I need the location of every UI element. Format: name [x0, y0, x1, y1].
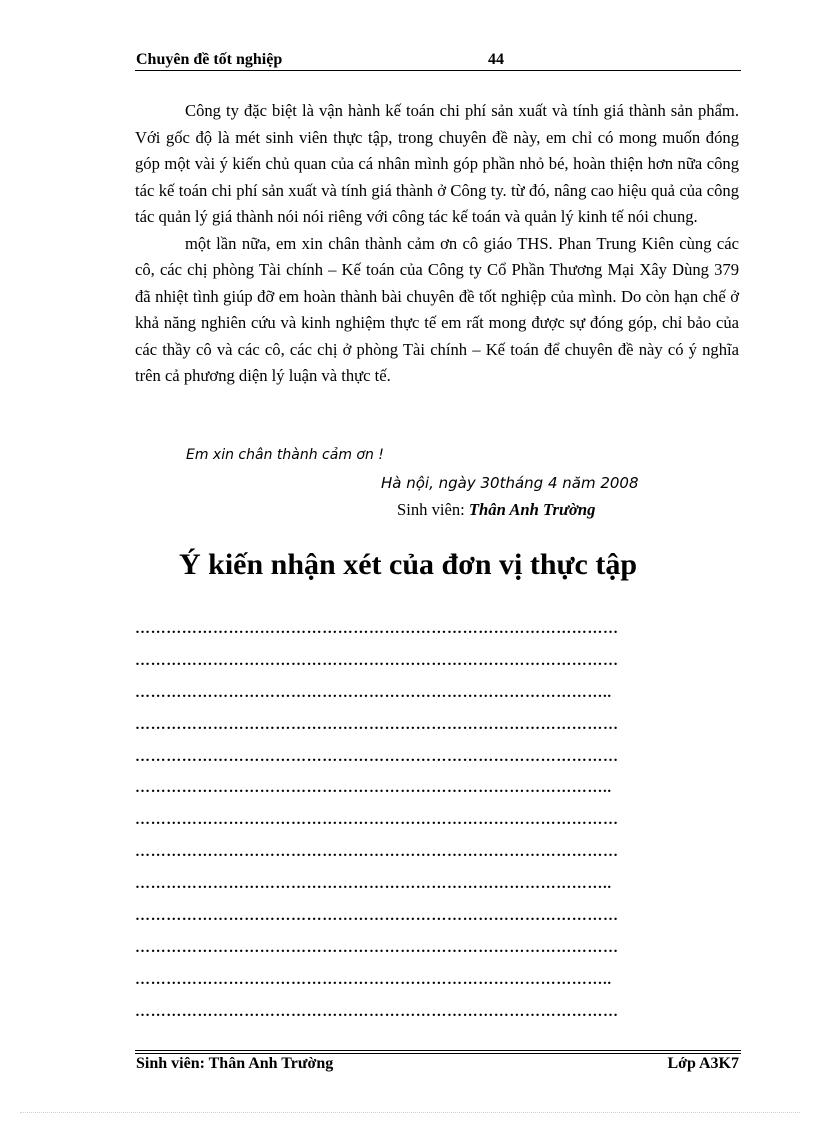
footer-divider — [135, 1050, 741, 1054]
signature-block — [397, 500, 595, 520]
comment-line: ……………………………………………………………………………….. — [135, 684, 612, 701]
page-header — [135, 48, 741, 71]
comment-lines — [135, 614, 741, 1029]
signer-name: Thân Anh Trường — [468, 500, 596, 519]
comment-line: ………………………………………………………………………………… — [135, 812, 619, 829]
comment-line: ………………………………………………………………………………… — [135, 939, 619, 956]
comment-line: ………………………………………………………………………………… — [135, 716, 619, 733]
footer-student: Sinh viên: Thân Anh Trường — [136, 1055, 334, 1072]
footer-class: Lớp A3K7 — [667, 1055, 739, 1072]
date-line: Hà nội, ngày 30tháng 4 năm 2008 — [381, 474, 639, 492]
comment-line: ……………………………………………………………………………….. — [135, 876, 612, 893]
body-text — [135, 98, 739, 390]
section-title: Ý kiến nhận xét của đơn vị thực tập — [178, 548, 638, 581]
comment-line: ………………………………………………………………………………… — [135, 652, 619, 669]
comment-line: ……………………………………………………………………………….. — [135, 780, 612, 797]
page-number: 44 — [488, 51, 504, 68]
comment-line: ………………………………………………………………………………… — [135, 748, 619, 765]
paragraph: Công ty đặc biệt là vận hành kế toán chi phí sản xuất và tính giá thành sản phẩm. Với gốc độ là mét sinh viên thực tập, trong chuyên đề này, em chỉ có mong muốn đóng góp một vài ý kiến chủ quan của cá nhân mình góp phần nhỏ bé, hoàn thiện hơn nữa công tác kế toán chi phí sản xuất và tính giá thành ở Công ty. từ đó, nâng cao hiệu quả của công tác quản lý giá thành nói nói riêng với công tác kế toán và quản lý kinh tế nói chung. — [135, 101, 739, 226]
signer-label: Sinh viên: — [397, 500, 465, 519]
page-edge-divider — [20, 1112, 800, 1113]
comment-line: ……………………………………………………………………………….. — [135, 971, 612, 988]
comment-line: ………………………………………………………………………………… — [135, 844, 619, 861]
thanks-line: Em xin chân thành cảm ơn ! — [186, 447, 384, 463]
comment-line: ………………………………………………………………………………… — [135, 621, 619, 637]
comment-line: ………………………………………………………………………………… — [135, 908, 619, 925]
header-title: Chuyên đề tốt nghiệp — [136, 51, 283, 68]
paragraph: một lần nữa, em xin chân thành cảm ơn cô giáo THS. Phan Trung Kiên cùng các cô, các chị phòng Tài chính – Kế toán của Công ty Cổ Phần Thương Mại Xây Dùng 379 đã nhiệt tình giúp đỡ em hoàn thành bài chuyên đề tốt nghiệp của mình. Do còn hạn chế ở khả năng nghiên cứu và kinh nghiệm thực tế em rất mong được sự đóng góp, chỉ bảo của các thầy cô và các cô, các chị ở phòng Tài chính – Kế toán để chuyên đề này có ý nghĩa trên cả phương diện lý luận và thực tế. — [135, 233, 739, 385]
comment-line: ………………………………………………………………………………… — [135, 1003, 619, 1020]
